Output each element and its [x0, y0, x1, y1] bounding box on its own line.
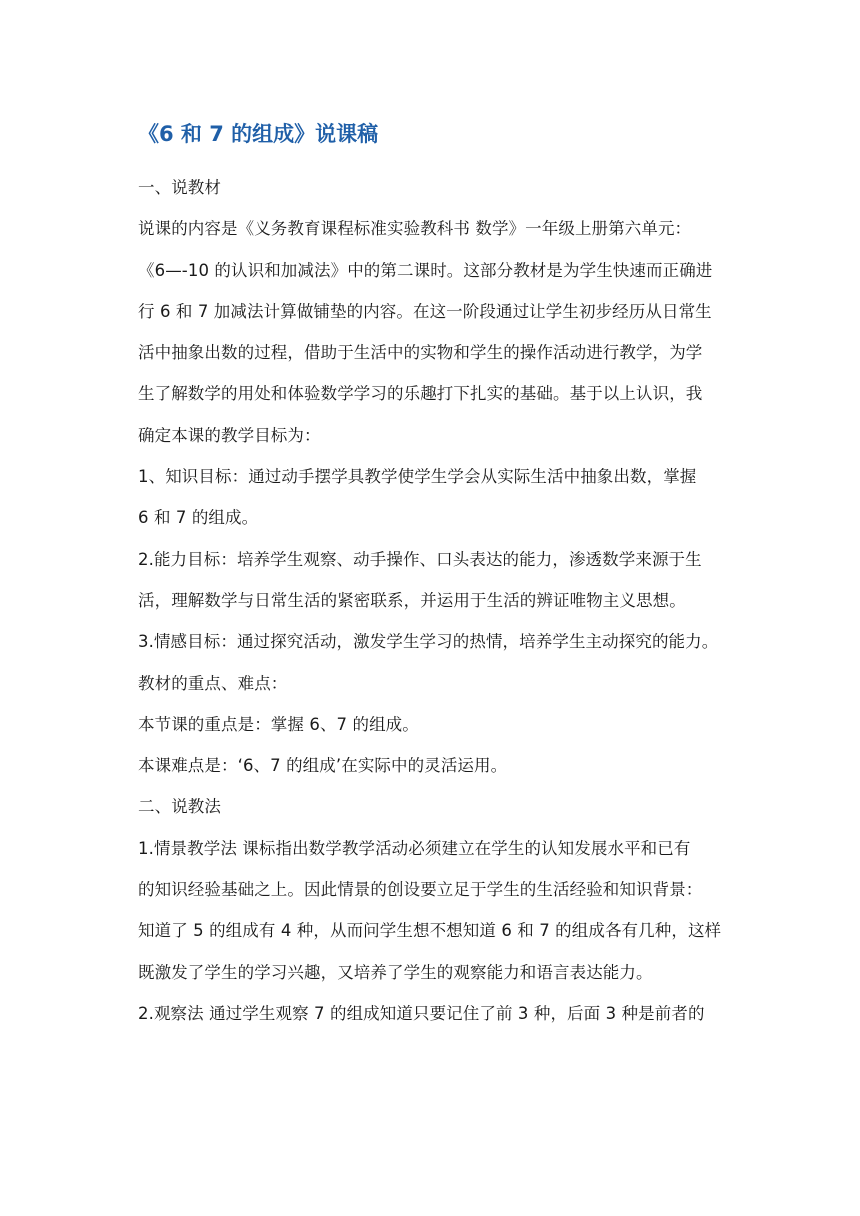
goal-ability-line: 2.能力目标：培养学生观察、动手操作、口头表达的能力，渗透数学来源于生: [138, 549, 702, 569]
paragraph-line: 说课的内容是《义务教育课程标准实验教科书 数学》一年级上册第六单元：: [138, 219, 692, 239]
section-heading-textbook: 一、说教材: [138, 178, 221, 197]
method-scenario-line: 的知识经验基础之上。因此情景的创设要立足于学生的生活经验和知识背景：: [138, 880, 703, 900]
goal-ability-line: 活，理解数学与日常生活的紧密联系，并运用于生活的辨证唯物主义思想。: [138, 590, 686, 610]
document-title: 《6 和 7 的组成》说课稿: [138, 122, 379, 146]
method-scenario-line: 既激发了学生的学习兴趣，又培养了学生的观察能力和语言表达能力。: [138, 962, 653, 982]
goal-knowledge-line: 1、知识目标：通过动手摆学具教学使学生学会从实际生活中抽象出数，掌握: [138, 467, 697, 487]
document-body: [138, 167, 726, 1034]
method-scenario-line: 知道了 5 的组成有 4 种，从而问学生想不想知道 6 和 7 的组成各有几种，这样: [138, 921, 722, 941]
paragraph-line: 确定本课的教学目标为：: [138, 425, 321, 445]
method-observation-line: 2.观察法 通过学生观察 7 的组成知道只要记住了前 3 种，后面 3 种是前者的: [138, 1003, 705, 1023]
paragraph-line: 《6—-10 的认识和加减法》中的第二课时。这部分教材是为学生快速而正确进: [138, 260, 713, 280]
difficulty-line: 本课难点是：‘6、7 的组成’在实际中的灵活运用。: [138, 756, 508, 776]
paragraph-line: 生了解数学的用处和体验数学学习的乐趣打下扎实的基础。基于以上认识，我: [138, 384, 703, 404]
key-points-heading: 教材的重点、难点：: [138, 673, 288, 693]
key-point-line: 本节课的重点是：掌握 6、7 的组成。: [138, 714, 419, 734]
goal-emotion-line: 3.情感目标：通过探究活动，激发学生学习的热情，培养学生主动探究的能力。: [138, 632, 719, 652]
paragraph-line: 行 6 和 7 加减法计算做铺垫的内容。在这一阶段通过让学生初步经历从日常生: [138, 301, 712, 321]
section-heading-teaching-method: 二、说教法: [138, 797, 221, 817]
method-scenario-line: 1.情景教学法 课标指出数学教学活动必须建立在学生的认知发展水平和已有: [138, 838, 691, 858]
paragraph-line: 活中抽象出数的过程，借助于生活中的实物和学生的操作活动进行教学，为学: [138, 343, 703, 363]
goal-knowledge-line: 6 和 7 的组成。: [138, 508, 259, 528]
